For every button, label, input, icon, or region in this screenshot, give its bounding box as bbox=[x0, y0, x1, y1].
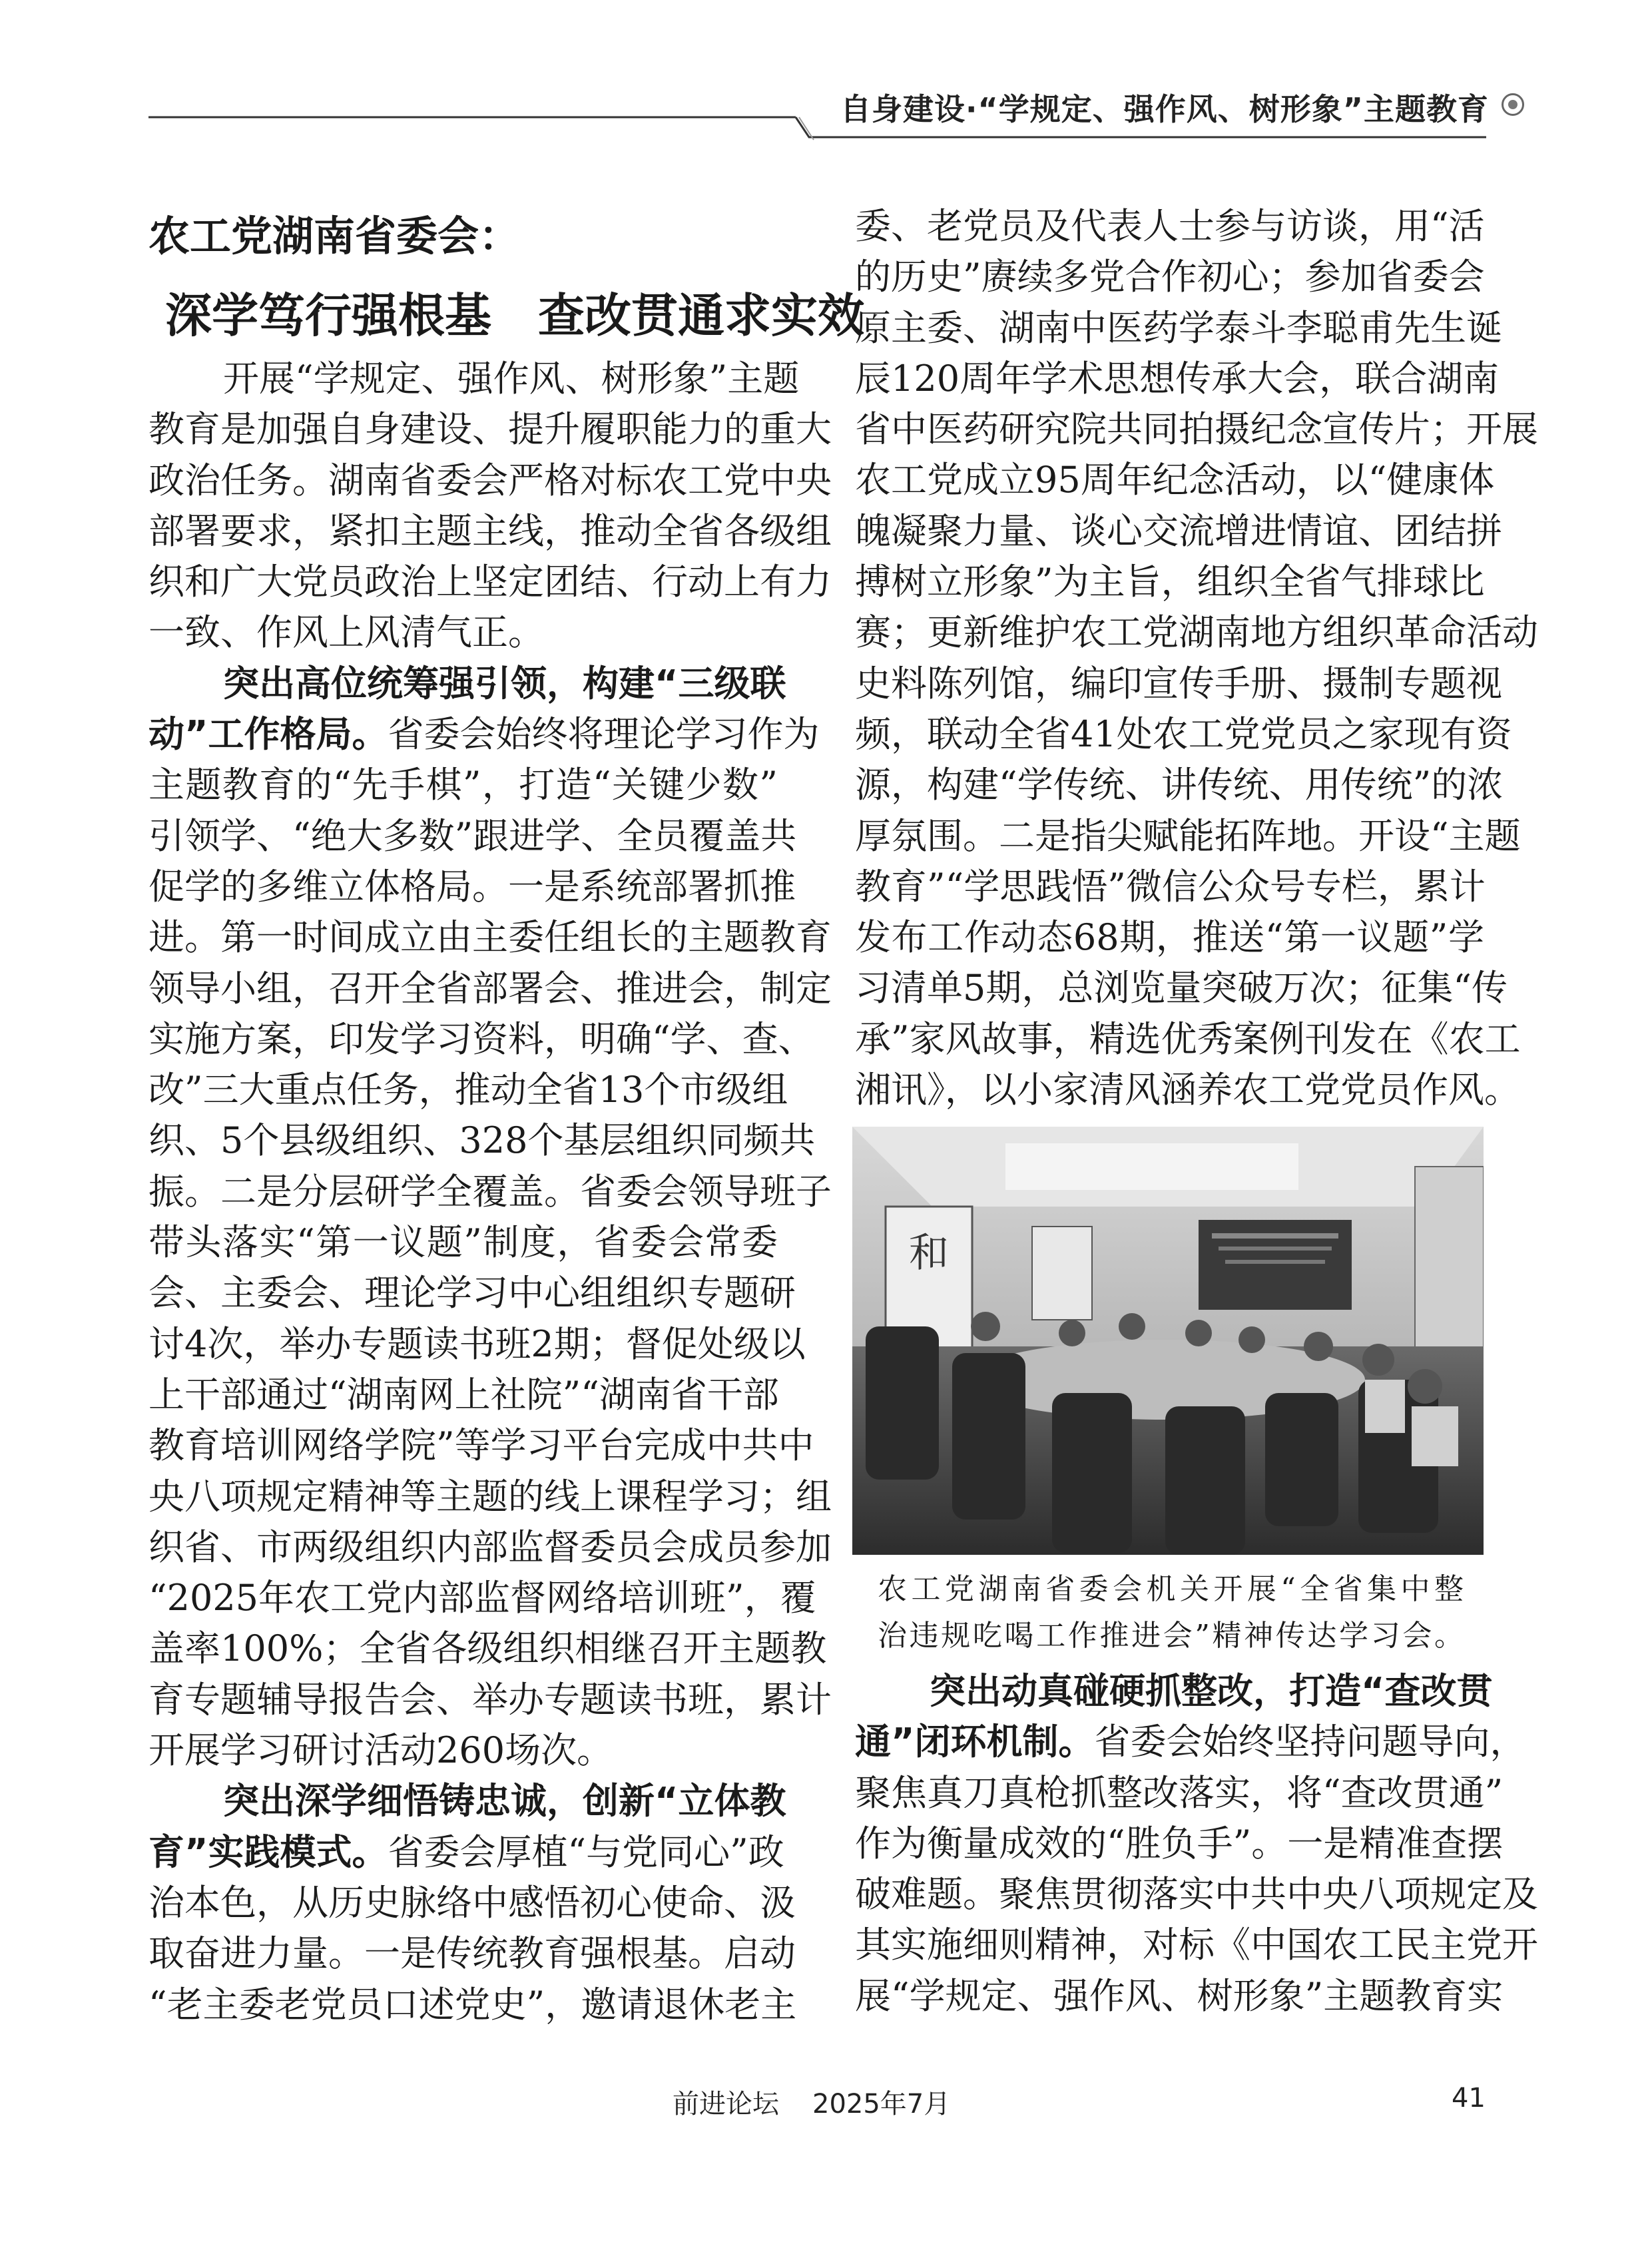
caption-line: 农工党湖南省委会机关开展“全省集中整 bbox=[878, 1572, 1464, 1606]
text-line bbox=[855, 201, 1484, 252]
body-text: “老主委老党员口述党史”，邀请退休老主 bbox=[148, 1983, 797, 2026]
text-line bbox=[855, 607, 1538, 658]
text-line bbox=[148, 1115, 816, 1166]
text-line bbox=[148, 1522, 832, 1573]
bold-lead-in: 突出深学细悟铸忠诚，创新“立体教 bbox=[223, 1780, 786, 1822]
text-line bbox=[148, 1827, 784, 1878]
text-line bbox=[855, 1869, 1538, 1920]
text-line bbox=[148, 811, 797, 862]
body-text: 承”家风故事，精选优秀案例刊发在《农工 bbox=[855, 1017, 1521, 1060]
body-text: 织省、市两级组织内部监督委员会成员参加 bbox=[148, 1526, 832, 1568]
text-line bbox=[148, 1065, 788, 1115]
text-line bbox=[148, 607, 778, 658]
body-text: 聚焦真刀真枪抓整改落实，将“查改贯通” bbox=[855, 1771, 1504, 1814]
text-line bbox=[148, 1776, 786, 1826]
body-text: 的历史”赓续多党合作初心；参加省委会 bbox=[855, 256, 1485, 298]
text-line bbox=[148, 1573, 816, 1623]
text-line bbox=[855, 1717, 1526, 1767]
text-line bbox=[855, 811, 1521, 862]
article-headline: 深学笃行强根基 查改贯通求实效 bbox=[165, 288, 864, 343]
text-line bbox=[148, 862, 796, 912]
text-line bbox=[855, 252, 1484, 302]
body-text: 盖率100%；全省各级组织相继召开主题教 bbox=[148, 1627, 827, 1670]
text-line bbox=[148, 1217, 778, 1268]
text-line bbox=[855, 455, 1495, 505]
body-text: “2025年农工党内部监督网络培训班”，覆 bbox=[148, 1577, 816, 1619]
body-text: 频，联动全省41处农工党党员之家现有资 bbox=[855, 712, 1512, 755]
body-text: 展“学规定、强作风、树形象”主题教育实 bbox=[855, 1974, 1504, 2017]
photo-caption bbox=[878, 1566, 1464, 1659]
text-line bbox=[148, 912, 832, 963]
body-text: 政治任务。湖南省委会严格对标农工党中央 bbox=[148, 459, 832, 501]
body-text: 带头落实“第一议题”制度，省委会常委 bbox=[148, 1221, 778, 1264]
text-line bbox=[148, 1675, 832, 1725]
header-rule bbox=[0, 0, 1652, 153]
text-line bbox=[148, 455, 832, 506]
body-text: 织和广大党员政治上坚定团结、行动上有力 bbox=[148, 561, 832, 603]
bold-lead-in: 通”闭环机制。 bbox=[855, 1721, 1095, 1763]
section-title: 自身建设·“学规定、强作风、树形象”主题教育 bbox=[840, 91, 1489, 127]
text-line bbox=[855, 760, 1504, 810]
body-text: 促学的多维立体格局。一是系统部署抓推 bbox=[148, 865, 796, 908]
text-line bbox=[855, 404, 1538, 455]
text-line bbox=[148, 1268, 796, 1318]
body-text: 委、老党员及代表人士参与访谈，用“活 bbox=[855, 205, 1485, 247]
text-line bbox=[148, 1319, 806, 1370]
body-text: 织、5个县级组织、328个基层组织同频共 bbox=[148, 1119, 816, 1162]
body-text: 部署要求，紧扣主题主线，推动全省各级组 bbox=[148, 509, 832, 552]
body-text: 史料陈列馆，编印宣传手册、摄制专题视 bbox=[855, 662, 1502, 704]
target-circle-icon bbox=[1502, 93, 1524, 116]
publication-name: 前进论坛 bbox=[673, 2089, 779, 2119]
text-line bbox=[855, 354, 1500, 404]
body-text: 教育”“学思践悟”微信公众号专栏，累计 bbox=[855, 865, 1486, 908]
text-line bbox=[855, 1768, 1504, 1819]
body-text: 讨4次，举办专题读书班2期；督促处级以 bbox=[148, 1322, 806, 1365]
issue-date: 2025年7月 bbox=[812, 2089, 951, 2119]
text-line bbox=[148, 404, 832, 455]
text-line bbox=[855, 1014, 1521, 1065]
right-column-bottom bbox=[855, 1666, 1538, 2022]
body-text: 教育培训网络学院”等学习平台完成中共中 bbox=[148, 1424, 814, 1467]
body-text: 教育是加强自身建设、提升履职能力的重大 bbox=[148, 408, 832, 451]
left-column bbox=[148, 354, 832, 2030]
body-text: 农工党成立95周年纪念活动，以“健康体 bbox=[855, 459, 1495, 501]
body-text: 取奋进力量。一是传统教育强根基。启动 bbox=[148, 1932, 796, 1975]
text-line bbox=[148, 557, 832, 607]
body-text: 领导小组，召开全省部署会、推进会，制定 bbox=[148, 967, 832, 1009]
body-text: 开展“学规定、强作风、树形象”主题 bbox=[223, 358, 800, 400]
text-line bbox=[855, 912, 1484, 963]
body-text: 搏树立形象”为主旨，组织全省气排球比 bbox=[855, 561, 1485, 603]
text-line bbox=[855, 1819, 1504, 1869]
page-number: 41 bbox=[1452, 2083, 1486, 2113]
body-text: 开展学习研讨活动260场次。 bbox=[148, 1729, 613, 1772]
body-text: 一致、作风上风清气正。 bbox=[148, 611, 544, 654]
body-text: 习清单5期，总浏览量突破万次；征集“传 bbox=[855, 967, 1508, 1009]
body-text: 进。第一时间成立由主委任组长的主题教育 bbox=[148, 916, 832, 959]
caption-line: 治违规吃喝工作推进会”精神传达学习会。 bbox=[878, 1619, 1464, 1653]
text-line bbox=[148, 1420, 814, 1471]
text-line bbox=[148, 659, 786, 709]
bold-lead-in: 突出动真碰硬抓整改，打造“查改贯 bbox=[930, 1670, 1493, 1712]
text-line bbox=[855, 709, 1512, 760]
text-line bbox=[148, 1014, 814, 1065]
text-line bbox=[855, 963, 1508, 1013]
body-text: 实施方案，印发学习资料，明确“学、查、 bbox=[148, 1017, 814, 1060]
body-text: 引领学、“绝大多数”跟进学、全员覆盖共 bbox=[148, 814, 797, 857]
body-text: 央八项规定精神等主题的线上课程学习；组 bbox=[148, 1475, 832, 1518]
text-line bbox=[148, 1623, 827, 1674]
text-line bbox=[148, 506, 832, 557]
body-text: 改”三大重点任务，推动全省13个市级组 bbox=[148, 1069, 788, 1111]
body-text: 其实施细则精神，对标《中国农工民主党开 bbox=[855, 1924, 1538, 1966]
wall-calligraphy: 和 bbox=[909, 1230, 949, 1276]
text-line bbox=[855, 862, 1484, 912]
text-line bbox=[855, 303, 1502, 354]
body-text: 上干部通过“湖南网上社院”“湖南省干部 bbox=[148, 1373, 779, 1416]
body-text: 治本色，从历史脉络中感悟初心使命、汲 bbox=[148, 1881, 796, 1924]
body-text: 育专题辅导报告会、举办专题读书班，累计 bbox=[148, 1678, 832, 1721]
body-text: 省委会始终将理论学习作为 bbox=[388, 713, 820, 756]
text-line bbox=[855, 1065, 1520, 1115]
body-text: 厚氛围。二是指尖赋能拓阵地。开设“主题 bbox=[855, 814, 1521, 857]
body-text: 主题教育的“先手棋”，打造“关键少数” bbox=[148, 764, 778, 806]
body-text: 魄凝聚力量、谈心交流增进情谊、团结拼 bbox=[855, 509, 1502, 552]
body-text: 辰120周年学术思想传承大会，联合湖南 bbox=[855, 357, 1500, 400]
body-text: 发布工作动态68期，推送“第一议题”学 bbox=[855, 916, 1484, 959]
body-text: 湘讯》，以小家清风涵养农工党党员作风。 bbox=[855, 1069, 1520, 1111]
body-text: 省委会始终坚持问题导向， bbox=[1094, 1721, 1526, 1763]
bold-lead-in: 育”实践模式。 bbox=[148, 1830, 388, 1873]
text-line bbox=[148, 1370, 778, 1420]
body-text: 会、主委会、理论学习中心组组织专题研 bbox=[148, 1272, 796, 1314]
text-line bbox=[148, 1167, 832, 1217]
bold-lead-in: 突出高位统筹强引领，构建“三级联 bbox=[223, 662, 786, 704]
text-line bbox=[855, 557, 1484, 607]
text-line bbox=[855, 659, 1502, 709]
bold-lead-in: 动”工作格局。 bbox=[148, 713, 388, 756]
article-kicker: 农工党湖南省委会： bbox=[148, 212, 521, 260]
text-line bbox=[855, 1971, 1504, 2022]
body-text: 原主委、湖南中医药学泰斗李聪甫先生诞 bbox=[855, 306, 1502, 349]
body-text: 省中医药研究院共同拍摄纪念宣传片；开展 bbox=[855, 408, 1538, 451]
body-text: 省委会厚植“与党同心”政 bbox=[388, 1830, 784, 1873]
text-line bbox=[855, 506, 1502, 557]
body-text: 破难题。聚焦贯彻落实中共中央八项规定及 bbox=[855, 1873, 1538, 1916]
text-line bbox=[148, 1928, 796, 1979]
body-text: 作为衡量成效的“胜负手”。一是精准查摆 bbox=[855, 1822, 1504, 1864]
text-line bbox=[148, 1725, 778, 1776]
right-column-top bbox=[855, 201, 1538, 1115]
text-line bbox=[148, 1472, 832, 1522]
text-line bbox=[148, 709, 820, 760]
text-line bbox=[855, 1666, 1493, 1717]
text-line bbox=[148, 1980, 797, 2030]
body-text: 赛；更新维护农工党湖南地方组织革命活动 bbox=[855, 611, 1538, 654]
text-line bbox=[855, 1920, 1538, 1970]
body-text: 源，构建“学传统、讲传统、用传统”的浓 bbox=[855, 764, 1504, 806]
body-text: 振。二是分层研学全覆盖。省委会领导班子 bbox=[148, 1170, 832, 1213]
text-line bbox=[148, 964, 832, 1014]
text-line bbox=[148, 354, 800, 404]
meeting-photo bbox=[852, 1127, 1484, 1555]
text-line bbox=[148, 760, 778, 810]
text-line bbox=[148, 1878, 796, 1928]
